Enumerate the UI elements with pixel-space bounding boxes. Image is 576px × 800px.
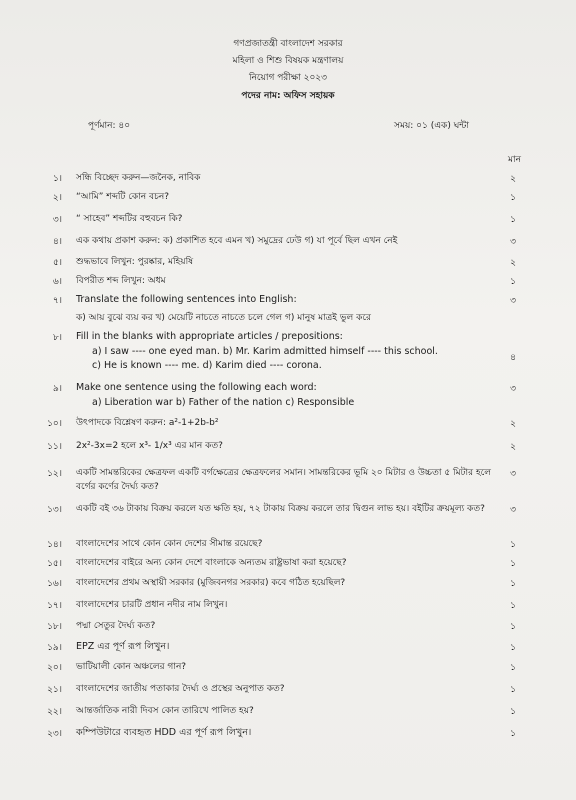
question-mark: ৩ (510, 384, 516, 394)
question-text: আন্তর্জাতিক নারী দিবস কোন তারিখে পালিত হয়? (76, 706, 254, 716)
q8-blank-line: a) I saw ---- one eyed man. b) Mr. Karim admitted himself ---- this school. (92, 346, 438, 357)
header-exam: নিয়োগ পরীক্ষা ২০২৩ (248, 73, 328, 83)
question-number: ৫। (52, 258, 62, 268)
question-text: বাংলাদেশের সাথে কোন কোন দেশের সীমান্ত রয়েছে? (76, 539, 263, 549)
question-mark: ৪ (510, 353, 516, 363)
question-number: ৪। (52, 237, 62, 247)
question-text: বাংলাদেশের চারটি প্রধান নদীর নাম লিখুন। (76, 600, 228, 610)
question-text: পদ্মা সেতুর দৈর্ঘ্য কত? (76, 621, 156, 631)
question-text: সন্ধি বিচ্ছেদ করুন—জনৈক, নাবিক (76, 173, 201, 183)
question-mark: ৩ (510, 296, 516, 306)
question-number: ২। (52, 193, 62, 203)
question-text: কম্পিউটারে ব্যবহৃত HDD এর পূর্ণ রূপ লিখুন। (76, 727, 252, 738)
question-number: ১০। (47, 419, 62, 429)
question-text: শুদ্ধভাবে লিখুন: পুরষ্কার, মহিয়ষি (76, 257, 194, 267)
question-number: ১২। (47, 469, 62, 479)
question-mark: ১ (510, 643, 516, 653)
question-text: “ সাহেব” শব্দটির বহুবচন কি? (76, 214, 183, 224)
question-number: ২০। (47, 663, 62, 673)
question-number: ২৩। (47, 729, 62, 739)
full-marks: পূর্ণমান: ৪০ (88, 121, 131, 131)
question-mark: ১ (510, 277, 516, 287)
question-number: ১৮। (47, 622, 62, 632)
marks-column-heading: মান (508, 155, 521, 165)
question-number: ৬। (52, 277, 62, 287)
question-text: Make one sentence using the following each word: (76, 382, 317, 393)
question-number: ২১। (47, 685, 62, 695)
question-text: একটি সামন্তরিকের ক্ষেত্রফল একটি বর্গক্ষেত্রের ক্ষেত্রফলের সমান। সামন্তরিকের ভূমি ২০ মিটার ও উচ্চতা ৫ মিটার হলে বর্গের কর্ণের দৈর্ঘ্য কত? (76, 468, 491, 492)
question-text: বাংলাদেশের প্রথম অস্থায়ী সরকার (মুজিবনগর সরকার) কবে গঠিত হয়েছিল? (76, 578, 346, 588)
question-mark: ১ (510, 685, 516, 695)
question-text: Translate the following sentences into English: (76, 294, 297, 305)
question-number: ৮। (52, 333, 62, 343)
question-mark: ১ (510, 579, 516, 589)
question-text: বিপরীত শব্দ লিখুন: অধম (76, 276, 166, 286)
question-number: ১৯। (47, 643, 62, 653)
question-text: একটি বই ৩৬ টাকায় বিক্রয় করলে যত ক্ষতি হয়, ৭২ টাকায় বিক্রয় করলে তার দ্বিগুন লাভ হয়। বইটির ক্রয়মূল্য কত? (76, 504, 485, 514)
question-text: Fill in the blanks with appropriate articles / prepositions: (76, 331, 343, 342)
question-text: বাংলাদেশের জাতীয় পতাকার দৈর্ঘ্য ও প্রস্থের অনুপাত কত? (76, 684, 285, 694)
question-number: ১৪। (47, 540, 62, 550)
question-mark: ১ (510, 622, 516, 632)
exam-time: সময়: ০১ (এক) ঘন্টা (394, 121, 469, 131)
question-mark: ১ (510, 729, 516, 739)
question-mark: ১ (510, 193, 516, 203)
question-mark: ১ (510, 707, 516, 717)
question-number: ১৩। (47, 505, 62, 515)
question-mark: ৩ (510, 469, 516, 479)
question-text: উৎপাদকে বিশ্লেষণ করুন: a²-1+2b-b² (76, 418, 219, 428)
question-number: ১৬। (47, 579, 62, 589)
question-number: ১১। (47, 442, 62, 452)
question-number: ৯। (52, 384, 62, 394)
question-number: ১৫। (47, 559, 62, 569)
question-number: ৩। (52, 215, 62, 225)
header-ministry: মহিলা ও শিশু বিষয়ক মন্ত্রণালয় (232, 56, 344, 66)
q7-sentences: ক) আয় বুঝে ব্যয় কর খ) মেয়েটি নাচতে নাচতে চলে গেল গ) মানুষ মাত্রই ভুল করে (76, 313, 371, 323)
question-text: ভাটিয়ালী কোন অঞ্চলের গান? (76, 662, 187, 672)
question-mark: ২ (510, 442, 516, 452)
header-post: পদের নাম: অফিস সহায়ক (241, 91, 335, 101)
question-number: ১। (52, 174, 62, 184)
question-number: ১৭। (47, 601, 62, 611)
question-mark: ১ (510, 559, 516, 569)
question-text: 2x²-3x=2 হলে x³- 1/x³ এর মান কত? (76, 441, 223, 451)
question-mark: ১ (510, 540, 516, 550)
question-text: এক কথায় প্রকাশ করুন: ক) প্রকাশিত হবে এমন খ) সমুদ্রের ঢেউ গ) যা পূর্বে ছিল এখন নেই (76, 236, 398, 246)
question-text: EPZ এর পূর্ণ রূপ লিখুন। (76, 641, 170, 652)
question-mark: ১ (510, 663, 516, 673)
question-mark: ১ (510, 601, 516, 611)
question-mark: ৩ (510, 237, 516, 247)
question-mark: ৩ (510, 505, 516, 515)
question-mark: ১ (510, 215, 516, 225)
question-mark: ২ (510, 174, 516, 184)
question-text: “আমি” শব্দটি কোন বচন? (76, 192, 170, 202)
question-mark: ২ (510, 419, 516, 429)
q8-blank-line: c) He is known ---- me. d) Karim died ---- corona. (92, 360, 322, 371)
question-number: ৭। (52, 296, 62, 306)
header-government: গণপ্রজাতন্ত্রী বাংলাদেশ সরকার (233, 39, 343, 49)
question-text: বাংলাদেশের বাইরে অন্য কোন দেশে বাংলাকে অন্যতম রাষ্ট্রভাষা করা হয়েছে? (76, 558, 347, 568)
question-mark: ২ (510, 258, 516, 268)
question-number: ২২। (47, 707, 62, 717)
q9-words: a) Liberation war b) Father of the nation c) Responsible (92, 397, 355, 408)
